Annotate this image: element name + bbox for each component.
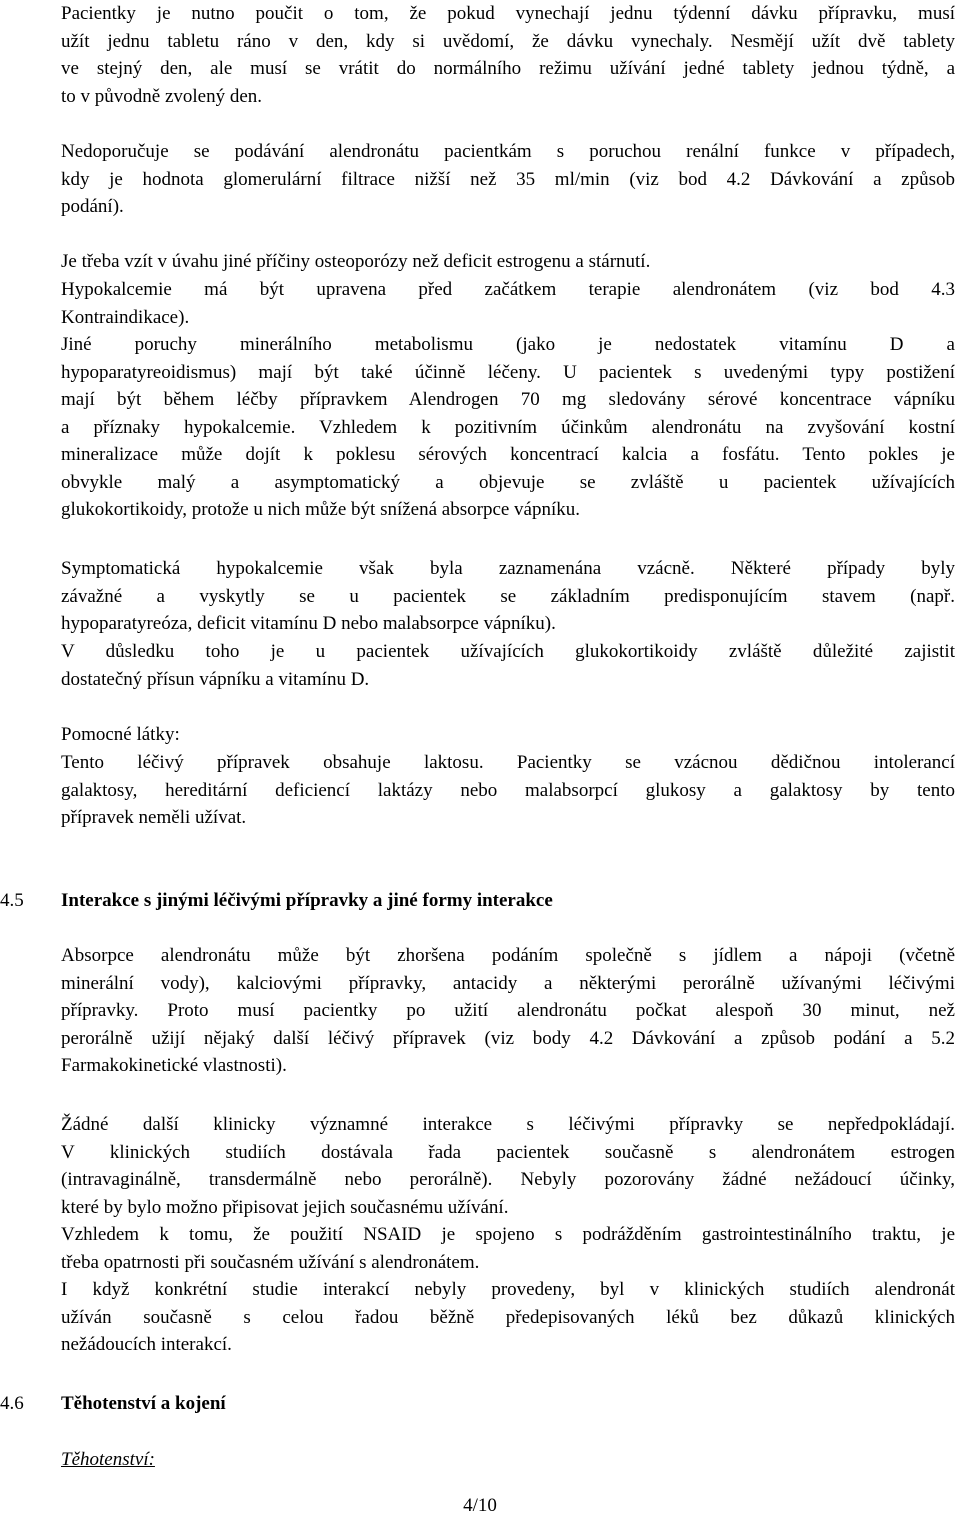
text-line: obvykle malý a asymptomatický a objevuje se zvláště u pacientek užívajících [61,471,955,493]
text-line: Pomocné látky: [61,724,180,745]
text-line: Kontraindikace). [61,306,190,328]
text-line: ve stejný den, ale musí se vrátit do normálního režimu užívání jedné tablety jednou týdně, a [61,58,955,79]
text-line: Symptomatická hypokalcemie však byla zaznamenána vzácně. Některé případy byly [61,558,955,579]
text-line: užíván současně s celou řadou běžně předepisovaných léků bez důkazů klinických [61,1306,955,1328]
section-number: 4.5 [0,890,24,911]
text-line: galaktosy, hereditární deficiencí laktázy nebo malabsorpcí glukosy a galaktosy by tento [61,779,955,801]
text-line: kdy je hodnota glomerulární filtrace nižší než 35 ml/min (viz bod 4.2 Dávkování a způsob [61,168,955,190]
text-line: třeba opatrnosti při současném užívání s alendronátem. [61,1251,480,1273]
text-line: Nedoporučuje se podávání alendronátu pacientkám s poruchou renální funkce v případech, [61,141,955,162]
paragraph-symptomatic-hypocalcemia [61,555,955,638]
text-line: Hypokalcemie má být upravena před začátkem terapie alendronátem (viz bod 4.3 [61,279,955,300]
text-line: hypoparatyreóza, deficit vitamínu D nebo malabsorpce vápníku). [61,613,556,634]
paragraph-mineral-metabolism [61,331,955,524]
text-line: které by bylo možno připisovat jejich současnému užívání. [61,1196,509,1218]
section-number: 4.6 [0,1393,24,1414]
paragraph-lactose [61,749,955,832]
text-line: I když konkrétní studie interakcí nebyly provedeny, byl v klinických studiích alendronát [61,1279,955,1300]
text-line: V důsledku toho je u pacientek užívajících glukokortikoidy zvláště důležité zajistit [61,641,955,662]
paragraph-concurrent-use [61,1276,955,1359]
text-line: a příznaky hypokalcemie. Vzhledem k pozitivním účinkům alendronátu na zvyšování kostní [61,416,955,438]
paragraph-no-interactions [61,1111,955,1221]
paragraph-hypocalcemia [61,276,955,331]
text-line: minerální vody), kalciovými přípravky, antacidy a některými perorálně užívanými léčivými [61,972,955,994]
text-line: V klinických studiích dostávala řada pacientek současně s alendronátem estrogen [61,1141,955,1163]
text-line: to v původně zvolený den. [61,85,263,107]
page-number: 4/10 [463,1495,497,1516]
text-line: Tento léčivý přípravek obsahuje laktosu. Pacientky se vzácnou dědičnou intolerancí [61,752,955,773]
section-title: Interakce s jinými léčivými přípravky a jiné formy interakce [61,890,553,911]
paragraph-missed-dose [61,0,955,110]
text-line: podání). [61,196,124,217]
paragraph-absorption [61,942,955,1080]
text-line: užít jednu tabletu ráno v den, kdy si uvědomí, že dávku vynechaly. Nesmějí užít dvě tablety [61,30,955,52]
section-heading-4-5 [0,887,960,915]
paragraph-calcium-supply [61,638,955,693]
section-heading-4-6 [0,1390,960,1418]
paragraph-nsaid [61,1221,955,1276]
text-line: Pacientky je nutno poučit o tom, že pokud vynechají jednu týdenní dávku přípravku, musí [61,3,955,24]
text-line: Farmakokinetické vlastnosti). [61,1055,287,1076]
text-line: nežádoucích interakcí. [61,1334,232,1355]
text-line: závažné a vyskytly se u pacientek se základním predisponujícím stavem (např. [61,585,955,607]
section-title: Těhotenství a kojení [61,1393,226,1414]
paragraph-other-causes [61,248,955,276]
text-line: (intravaginálně, transdermálně nebo perorálně). Nebyly pozorovány žádné nežádoucí účinky, [61,1169,955,1190]
paragraph-excipients-heading [61,721,955,749]
text-line: Žádné další klinicky významné interakce s léčivými přípravky se nepředpokládají. [61,1114,955,1135]
text-line: Jiné poruchy minerálního metabolismu (jako je nedostatek vitamínu D a [61,334,955,355]
text-line: dostatečný přísun vápníku a vitamínu D. [61,668,370,690]
text-line: hypoparatyreoidismus) mají být také účinně léčeny. U pacientek s uvedenými typy postižení [61,361,955,383]
text-line: glukokortikoidy, protože u nich může být snížená absorpce vápníku. [61,499,581,520]
paragraph-renal-function [61,138,955,221]
text-line: Vzhledem k tomu, že použití NSAID je spojeno s podrážděním gastrointestinálního traktu, je [61,1224,955,1245]
text-line: Je třeba vzít v úvahu jiné příčiny osteoporózy než deficit estrogenu a stárnutí. [61,251,651,272]
text-line: přípravek neměli užívat. [61,807,247,828]
text-line: perorálně užijí nějaký další léčivý přípravek (viz body 4.2 Dávkování a způsob podání a 5.2 [61,1027,955,1049]
subheading-pregnancy: Těhotenství: [61,1449,155,1470]
text-line: Absorpce alendronátu může být zhoršena podáním společně s jídlem a nápoji (včetně [61,945,955,966]
text-line: mineralizace může dojít k poklesu sérových koncentrací kalcia a fosfátu. Tento pokles je [61,444,955,465]
text-line: mají být během léčby přípravkem Alendrogen 70 mg sledovány sérové koncentrace vápníku [61,389,955,410]
text-line: přípravky. Proto musí pacientky po užití alendronátu počkat alespoň 30 minut, než [61,1000,955,1021]
